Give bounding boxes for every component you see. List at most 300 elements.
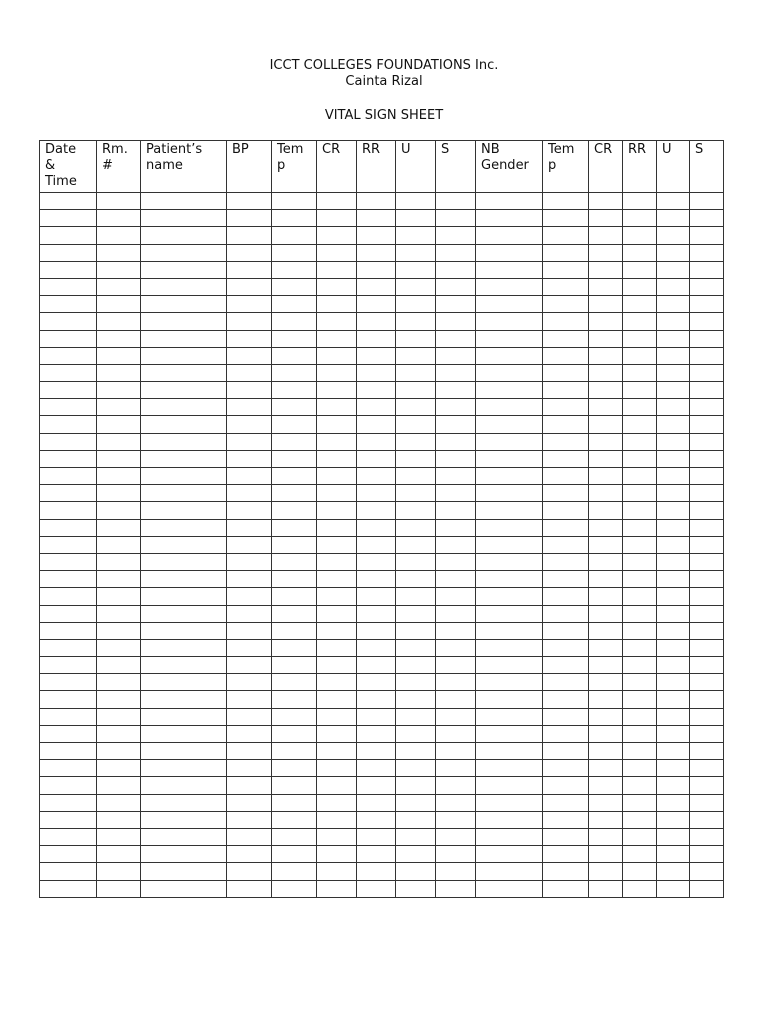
- table-cell: [396, 691, 436, 708]
- table-cell: [436, 468, 476, 485]
- table-cell: [396, 708, 436, 725]
- table-row: [40, 743, 724, 760]
- table-cell: [436, 674, 476, 691]
- table-cell: [543, 502, 589, 519]
- table-row: [40, 364, 724, 381]
- table-cell: [543, 863, 589, 880]
- table-cell: [589, 622, 623, 639]
- table-cell: [272, 863, 317, 880]
- table-cell: [436, 399, 476, 416]
- table-cell: [589, 571, 623, 588]
- table-row: [40, 244, 724, 261]
- table-cell: [476, 657, 543, 674]
- table-cell: [690, 519, 724, 536]
- table-cell: [141, 485, 227, 502]
- table-cell: [543, 657, 589, 674]
- table-cell: [357, 674, 396, 691]
- table-cell: [690, 553, 724, 570]
- table-cell: [357, 863, 396, 880]
- table-cell: [272, 227, 317, 244]
- table-cell: [357, 261, 396, 278]
- table-cell: [476, 863, 543, 880]
- table-cell: [690, 210, 724, 227]
- table-body: [40, 193, 724, 898]
- table-cell: [623, 657, 657, 674]
- table-cell: [97, 244, 141, 261]
- table-cell: [657, 261, 690, 278]
- table-cell: [141, 846, 227, 863]
- table-cell: [657, 760, 690, 777]
- table-cell: [623, 210, 657, 227]
- table-cell: [690, 502, 724, 519]
- table-cell: [589, 399, 623, 416]
- table-cell: [317, 811, 357, 828]
- table-cell: [623, 743, 657, 760]
- table-cell: [40, 743, 97, 760]
- table-cell: [272, 571, 317, 588]
- table-cell: [623, 330, 657, 347]
- table-cell: [623, 794, 657, 811]
- table-cell: [357, 296, 396, 313]
- table-cell: [396, 536, 436, 553]
- table-cell: [357, 364, 396, 381]
- table-cell: [623, 760, 657, 777]
- table-cell: [97, 639, 141, 656]
- table-row: [40, 278, 724, 295]
- table-cell: [97, 846, 141, 863]
- table-cell: [543, 828, 589, 845]
- table-cell: [623, 605, 657, 622]
- table-cell: [396, 519, 436, 536]
- table-cell: [396, 330, 436, 347]
- table-cell: [357, 777, 396, 794]
- table-cell: [543, 450, 589, 467]
- table-row: [40, 657, 724, 674]
- table-cell: [396, 657, 436, 674]
- table-cell: [476, 278, 543, 295]
- table-cell: [40, 485, 97, 502]
- table-cell: [357, 691, 396, 708]
- table-cell: [476, 330, 543, 347]
- table-cell: [657, 485, 690, 502]
- table-cell: [657, 846, 690, 863]
- table-cell: [476, 846, 543, 863]
- table-cell: [396, 296, 436, 313]
- table-cell: [543, 244, 589, 261]
- table-cell: [589, 519, 623, 536]
- table-cell: [623, 777, 657, 794]
- table-cell: [141, 382, 227, 399]
- table-row: [40, 811, 724, 828]
- table-cell: [227, 502, 272, 519]
- table-cell: [357, 571, 396, 588]
- table-cell: [589, 450, 623, 467]
- table-cell: [690, 863, 724, 880]
- table-cell: [396, 416, 436, 433]
- table-cell: [543, 725, 589, 742]
- table-cell: [227, 760, 272, 777]
- table-cell: [543, 811, 589, 828]
- table-cell: [657, 502, 690, 519]
- table-cell: [141, 605, 227, 622]
- table-cell: [227, 639, 272, 656]
- table-cell: [40, 468, 97, 485]
- table-row: [40, 725, 724, 742]
- table-cell: [272, 468, 317, 485]
- table-cell: [141, 227, 227, 244]
- table-cell: [357, 553, 396, 570]
- table-cell: [227, 691, 272, 708]
- table-cell: [543, 588, 589, 605]
- table-cell: [357, 880, 396, 897]
- table-cell: [317, 347, 357, 364]
- table-cell: [40, 708, 97, 725]
- table-cell: [141, 347, 227, 364]
- table-cell: [317, 468, 357, 485]
- table-cell: [657, 450, 690, 467]
- table-cell: [97, 502, 141, 519]
- table-cell: [40, 588, 97, 605]
- table-cell: [543, 227, 589, 244]
- table-cell: [141, 364, 227, 381]
- table-cell: [589, 468, 623, 485]
- table-cell: [40, 691, 97, 708]
- table-row: [40, 571, 724, 588]
- table-cell: [476, 519, 543, 536]
- table-cell: [690, 261, 724, 278]
- table-cell: [272, 657, 317, 674]
- table-cell: [623, 468, 657, 485]
- table-cell: [476, 828, 543, 845]
- table-cell: [436, 433, 476, 450]
- table-cell: [476, 502, 543, 519]
- table-cell: [272, 588, 317, 605]
- table-cell: [476, 347, 543, 364]
- organization-location: Cainta Rizal: [345, 74, 423, 89]
- table-cell: [272, 811, 317, 828]
- table-cell: [657, 708, 690, 725]
- table-row: [40, 468, 724, 485]
- table-cell: [657, 553, 690, 570]
- table-cell: [317, 261, 357, 278]
- table-cell: [396, 674, 436, 691]
- table-cell: [141, 313, 227, 330]
- table-cell: [227, 880, 272, 897]
- table-cell: [141, 210, 227, 227]
- table-cell: [396, 571, 436, 588]
- table-cell: [396, 433, 436, 450]
- table-cell: [476, 622, 543, 639]
- table-cell: [357, 227, 396, 244]
- table-cell: [543, 433, 589, 450]
- table-cell: [227, 536, 272, 553]
- table-cell: [396, 227, 436, 244]
- table-cell: [272, 364, 317, 381]
- table-cell: [141, 296, 227, 313]
- table-cell: [436, 416, 476, 433]
- table-cell: [657, 193, 690, 210]
- table-row: [40, 261, 724, 278]
- table-cell: [690, 347, 724, 364]
- table-cell: [97, 571, 141, 588]
- table-cell: [623, 502, 657, 519]
- table-cell: [317, 278, 357, 295]
- table-cell: [97, 193, 141, 210]
- table-cell: [227, 828, 272, 845]
- table-cell: [272, 828, 317, 845]
- table-cell: [589, 691, 623, 708]
- table-cell: [623, 244, 657, 261]
- table-cell: [436, 347, 476, 364]
- table-cell: [657, 278, 690, 295]
- table-cell: [317, 880, 357, 897]
- table-cell: [589, 605, 623, 622]
- table-cell: [396, 828, 436, 845]
- table-row: [40, 382, 724, 399]
- table-cell: [436, 382, 476, 399]
- table-cell: [227, 571, 272, 588]
- table-cell: [97, 605, 141, 622]
- table-cell: [396, 502, 436, 519]
- table-cell: [589, 777, 623, 794]
- table-cell: [317, 657, 357, 674]
- table-cell: [40, 657, 97, 674]
- table-cell: [476, 725, 543, 742]
- table-cell: [141, 536, 227, 553]
- table-cell: [272, 313, 317, 330]
- table-cell: [589, 313, 623, 330]
- column-header-temp: Tem p: [272, 141, 317, 193]
- table-row: [40, 536, 724, 553]
- table-cell: [396, 777, 436, 794]
- table-cell: [272, 261, 317, 278]
- table-cell: [396, 364, 436, 381]
- table-cell: [589, 725, 623, 742]
- table-cell: [357, 657, 396, 674]
- table-cell: [623, 571, 657, 588]
- table-row: [40, 296, 724, 313]
- table-cell: [690, 433, 724, 450]
- table-cell: [436, 261, 476, 278]
- table-cell: [227, 846, 272, 863]
- table-cell: [357, 536, 396, 553]
- table-cell: [97, 794, 141, 811]
- table-row: [40, 519, 724, 536]
- table-cell: [476, 605, 543, 622]
- table-cell: [690, 811, 724, 828]
- table-cell: [690, 571, 724, 588]
- table-cell: [97, 382, 141, 399]
- table-cell: [589, 588, 623, 605]
- table-cell: [317, 416, 357, 433]
- table-cell: [476, 261, 543, 278]
- table-cell: [97, 313, 141, 330]
- table-cell: [272, 553, 317, 570]
- table-cell: [396, 743, 436, 760]
- table-cell: [357, 313, 396, 330]
- table-cell: [317, 210, 357, 227]
- table-cell: [690, 485, 724, 502]
- table-cell: [227, 450, 272, 467]
- table-cell: [40, 811, 97, 828]
- table-cell: [141, 828, 227, 845]
- table-cell: [623, 588, 657, 605]
- table-cell: [227, 622, 272, 639]
- table-cell: [690, 846, 724, 863]
- table-cell: [357, 760, 396, 777]
- table-cell: [623, 622, 657, 639]
- table-cell: [396, 347, 436, 364]
- table-cell: [40, 193, 97, 210]
- table-cell: [657, 536, 690, 553]
- table-cell: [272, 296, 317, 313]
- table-cell: [227, 313, 272, 330]
- table-cell: [141, 794, 227, 811]
- table-cell: [436, 571, 476, 588]
- table-cell: [97, 880, 141, 897]
- table-cell: [690, 278, 724, 295]
- table-cell: [436, 330, 476, 347]
- table-cell: [396, 639, 436, 656]
- table-cell: [657, 743, 690, 760]
- table-cell: [227, 743, 272, 760]
- table-cell: [40, 553, 97, 570]
- table-cell: [272, 502, 317, 519]
- table-cell: [317, 605, 357, 622]
- table-cell: [40, 639, 97, 656]
- table-row: [40, 639, 724, 656]
- table-cell: [357, 193, 396, 210]
- table-row: [40, 450, 724, 467]
- table-cell: [543, 468, 589, 485]
- table-cell: [623, 382, 657, 399]
- table-cell: [396, 278, 436, 295]
- table-cell: [317, 846, 357, 863]
- table-cell: [623, 536, 657, 553]
- table-cell: [476, 468, 543, 485]
- table-cell: [690, 639, 724, 656]
- table-cell: [40, 863, 97, 880]
- vital-sign-table: [39, 140, 724, 898]
- table-cell: [657, 416, 690, 433]
- table-cell: [227, 330, 272, 347]
- table-cell: [436, 364, 476, 381]
- table-cell: [543, 794, 589, 811]
- table-cell: [97, 811, 141, 828]
- table-row: [40, 708, 724, 725]
- table-cell: [272, 708, 317, 725]
- table-cell: [589, 433, 623, 450]
- table-cell: [690, 193, 724, 210]
- table-cell: [690, 691, 724, 708]
- table-cell: [40, 416, 97, 433]
- table-cell: [40, 261, 97, 278]
- table-cell: [357, 468, 396, 485]
- table-cell: [317, 364, 357, 381]
- organization-name: ICCT COLLEGES FOUNDATIONS Inc.: [269, 58, 499, 73]
- table-cell: [317, 674, 357, 691]
- table-cell: [357, 622, 396, 639]
- table-cell: [317, 863, 357, 880]
- table-cell: [543, 691, 589, 708]
- table-cell: [357, 485, 396, 502]
- table-cell: [141, 399, 227, 416]
- table-cell: [97, 261, 141, 278]
- table-cell: [623, 846, 657, 863]
- table-row: [40, 433, 724, 450]
- table-cell: [623, 416, 657, 433]
- table-cell: [476, 382, 543, 399]
- table-cell: [623, 364, 657, 381]
- table-cell: [357, 605, 396, 622]
- table-cell: [690, 674, 724, 691]
- table-cell: [357, 519, 396, 536]
- table-cell: [396, 313, 436, 330]
- table-cell: [623, 485, 657, 502]
- table-cell: [623, 278, 657, 295]
- table-cell: [436, 708, 476, 725]
- table-cell: [436, 828, 476, 845]
- column-header-room-number: Rm. #: [97, 141, 141, 193]
- table-cell: [623, 639, 657, 656]
- table-cell: [396, 193, 436, 210]
- table-cell: [227, 657, 272, 674]
- table-cell: [623, 227, 657, 244]
- table-cell: [690, 416, 724, 433]
- table-cell: [40, 794, 97, 811]
- table-cell: [317, 760, 357, 777]
- table-cell: [272, 760, 317, 777]
- table-cell: [436, 725, 476, 742]
- table-cell: [227, 210, 272, 227]
- table-cell: [317, 313, 357, 330]
- table-cell: [476, 743, 543, 760]
- table-cell: [97, 828, 141, 845]
- table-cell: [589, 794, 623, 811]
- table-cell: [97, 347, 141, 364]
- table-cell: [589, 811, 623, 828]
- table-cell: [543, 571, 589, 588]
- table-cell: [657, 674, 690, 691]
- table-cell: [227, 399, 272, 416]
- table-cell: [589, 364, 623, 381]
- table-cell: [436, 622, 476, 639]
- table-cell: [141, 811, 227, 828]
- table-cell: [589, 846, 623, 863]
- table-cell: [97, 674, 141, 691]
- table-cell: [543, 519, 589, 536]
- table-cell: [543, 347, 589, 364]
- table-cell: [141, 278, 227, 295]
- table-cell: [657, 828, 690, 845]
- table-row: [40, 880, 724, 897]
- table-cell: [141, 725, 227, 742]
- table-cell: [476, 296, 543, 313]
- table-cell: [97, 210, 141, 227]
- table-cell: [543, 846, 589, 863]
- column-header-nb-temp: Tem p: [543, 141, 589, 193]
- table-cell: [623, 708, 657, 725]
- table-cell: [272, 880, 317, 897]
- table-cell: [436, 588, 476, 605]
- table-cell: [589, 760, 623, 777]
- table-cell: [317, 588, 357, 605]
- table-row: [40, 330, 724, 347]
- table-cell: [272, 244, 317, 261]
- table-cell: [227, 519, 272, 536]
- table-cell: [476, 588, 543, 605]
- table-cell: [436, 536, 476, 553]
